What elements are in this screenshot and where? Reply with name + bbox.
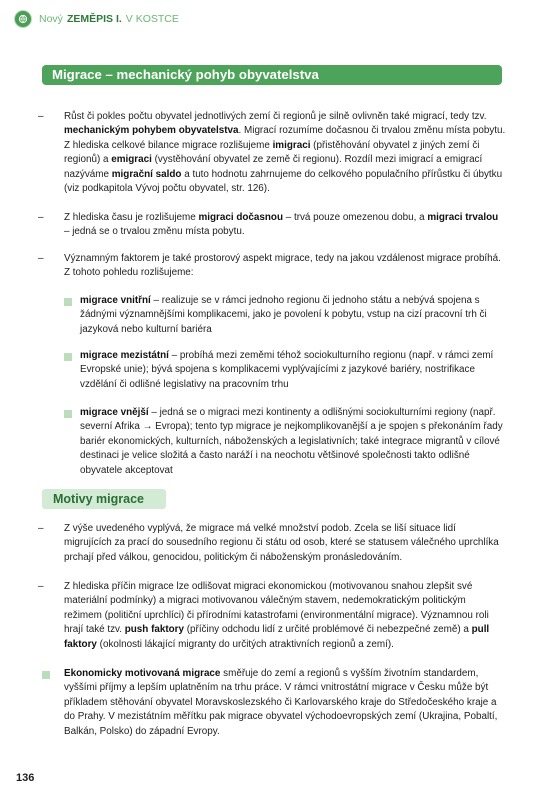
bullet-interstate-migration: migrace mezistátní – probíhá mezi zeměmi téhož sociokulturního regionu (např. v rámci zemí Evropské unie); bývá spojena s komplikacemi vyplývajícími z jazykové bariéry, nostrifikace vzdělání či odlišné legislativy na pracovním trhu: [80, 350, 494, 390]
page-header: [14, 8, 179, 30]
dash-marker: –: [38, 523, 44, 534]
paragraph-migration-intro: Růst či pokles počtu obyvatel jednotlivých zemí či regionů je silně ovlivněn také migrací, tedy tzv. mechanickým pohybem obyvatelstva. Migrací rozumíme dočasnou či trvalou změnu místa pobytu. Z hlediska celkové bilance migrace rozlišujeme imigraci (přistěhování obyvatel z jiných zemí či regionů) a emigraci (vystěhování obyvatel ze země či regionu). Rozdíl mezi imigrací a emigrací nazýváme migrační saldo a tuto hodnotu zahrnujeme do celkového populačního přírůstku či úbytku (viz podkapitola Vývoj počtu obyvatel, str. 126).: [64, 111, 506, 195]
paragraph-migration-forms: Z výše uvedeného vyplývá, že migrace má velké množství podob. Zcela se liší situace lidí migrujících za prací do sousedního regionu či státu od osob, které se statusem válečného uprchlíka prchají před válkou, genocidou, politickým či náboženským pronásledováním.: [64, 523, 499, 563]
paragraph-spatial-aspect: Významným faktorem je také prostorový aspekt migrace, tedy na jakou vzdálenost migrace probíhá. Z tohoto pohledu rozlišujeme:: [64, 253, 501, 279]
bullet-external-migration: migrace vnější – jedná se o migraci mezi kontinenty a odlišnými sociokulturními regiony (např. severní Afrika → Evropa); tento typ migrace je nejkomplikovanější a je spojen s překonáním řady bariér ekonomických, kulturních, náboženských a legislativních; také integrace migrantů v cílové destinaci je velice složitá a často naráží i na neochotu většinové společnosti takto odlišné obyvatele akceptovat: [80, 407, 503, 476]
bullet-internal-migration: migrace vnitřní – realizuje se v rámci jednoho regionu či jednoho státu a nebývá spojena s žádnými významnějšími komplikacemi, jako je povolení k pobytu, vstup na cizí pracovní trh či jazyková nebo kulturní bariéra: [80, 295, 487, 335]
header-title: ZEMĚPIS I.: [66, 13, 122, 25]
square-bullet-icon: [64, 353, 72, 361]
globe-logo-icon: [14, 10, 32, 28]
square-bullet-icon: [64, 410, 72, 418]
dash-marker: –: [38, 111, 44, 122]
section-title: Migrace – mechanický pohyb obyvatelstva: [42, 65, 502, 85]
page-number: 136: [16, 772, 35, 784]
dash-marker: –: [38, 581, 44, 592]
square-bullet-icon: [64, 298, 72, 306]
header-subtitle: V KOSTCE: [125, 13, 179, 25]
subsection-title: Motivy migrace: [42, 489, 166, 509]
header-novy: Nový: [39, 13, 63, 25]
paragraph-economic-migration: Ekonomicky motivovaná migrace směřuje do zemí a regionů s vyšším životním standardem, vyššími příjmy a lepším uplatněním na trhu práce. V rámci vnitrostátní migrace v Česku může být příkladem stěhování obyvatel Moravskoslezského či Karlovarského kraje do Středočeského kraje a do Prahy. V mezistátním měřítku pak migrace obyvatel východoevropských zemí (Ukrajina, Pobaltí, Balkán, Polsko) do západní Evropy.: [64, 668, 498, 737]
dash-marker: –: [38, 253, 44, 264]
dash-marker: –: [38, 212, 44, 223]
paragraph-migration-time: Z hlediska času je rozlišujeme migraci dočasnou – trvá pouze omezenou dobu, a migraci trvalou – jedná se o trvalou změnu místa pobytu.: [64, 212, 499, 238]
square-bullet-icon: [42, 671, 50, 679]
paragraph-migration-causes: Z hlediska příčin migrace lze odlišovat migraci ekonomickou (motivovanou snahou zlepšit své materiální podmínky) a migraci motivovanou válečným stavem, nedemokratickým politickým režimem (političní uprchlíci) či přírodními katastrofami (environmentální migrace). Významnou roli hrají také tzv. push faktory (příčiny odchodu lidí z určité problémové či nebezpečné země) a pull faktory (okolnosti lákající migranty do určitých atraktivních regionů a zemí).: [64, 581, 490, 650]
